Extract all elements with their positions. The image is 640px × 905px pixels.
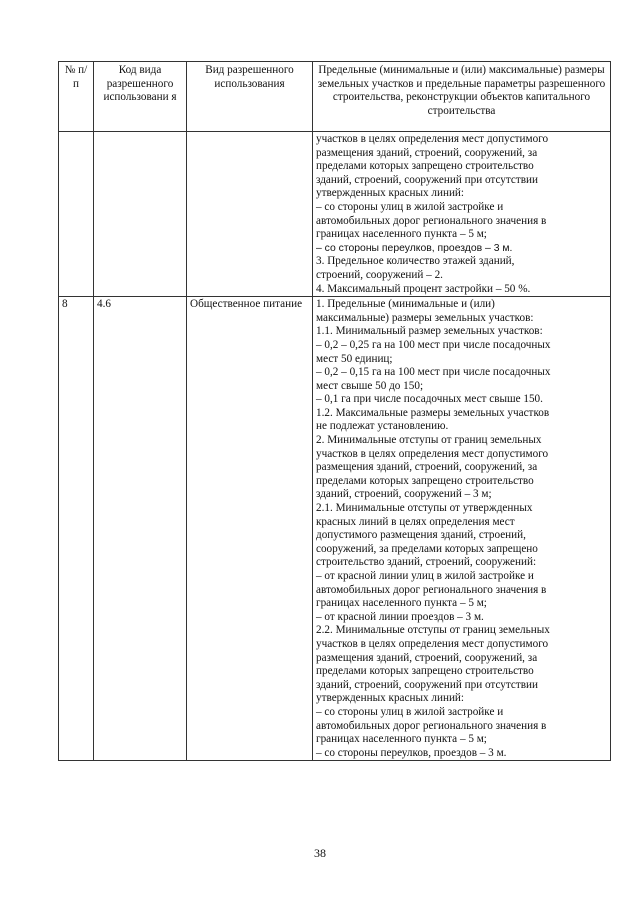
param-line: 3. Предельное количество этажей зданий, bbox=[316, 255, 515, 268]
param-line: границах населенного пункта – 5 м; bbox=[316, 228, 487, 241]
param-line: – 0,1 га при числе посадочных мест свыше 150. bbox=[316, 393, 543, 406]
param-line: утвержденных красных линий: bbox=[316, 187, 465, 200]
param-line: зданий, строений, сооружений при отсутствии bbox=[316, 173, 539, 186]
param-line: 2.2. Минимальные отступы от границ земельных bbox=[316, 624, 550, 637]
param-line: допустимого размещения зданий, строений, bbox=[316, 529, 526, 542]
param-line: размещения зданий, строений, сооружений, за bbox=[316, 461, 538, 474]
cell-num bbox=[59, 132, 94, 297]
cell-code: 4.6 bbox=[94, 297, 187, 761]
cell-kind: Общественное питание bbox=[187, 297, 313, 761]
param-line: границах населенного пункта – 5 м; bbox=[316, 733, 487, 746]
param-line: границах населенного пункта – 5 м; bbox=[316, 597, 487, 610]
header-kind: Вид разрешенного использования bbox=[187, 62, 313, 132]
cell-kind bbox=[187, 132, 313, 297]
param-line: 2.1. Минимальные отступы от утвержденных bbox=[316, 502, 533, 515]
param-line: пределами которых запрещено строительство bbox=[316, 160, 534, 173]
param-line: 4. Максимальный процент застройки – 50 %. bbox=[316, 282, 531, 295]
param-line: утвержденных красных линий: bbox=[316, 692, 465, 705]
cell-params bbox=[313, 132, 611, 297]
cell-params bbox=[313, 297, 611, 761]
param-line: – со стороны улиц в жилой застройке и bbox=[316, 200, 504, 213]
header-num: № п/п bbox=[59, 62, 94, 132]
param-line: участков в целях определения мест допустимого bbox=[316, 133, 549, 145]
param-line: – со стороны улиц в жилой застройке и bbox=[316, 705, 504, 718]
param-line: – со стороны переулков, проездов – 3 м. bbox=[316, 746, 507, 759]
param-line: 2. Минимальные отступы от границ земельных bbox=[316, 434, 542, 447]
param-line: размещения зданий, строений, сооружений, за bbox=[316, 146, 538, 159]
param-line: размещения зданий, строений, сооружений, за bbox=[316, 651, 538, 664]
param-line: участков в целях определения мест допустимого bbox=[316, 637, 549, 650]
page-number: 38 bbox=[314, 846, 326, 860]
param-line: 1.1. Минимальный размер земельных участков: bbox=[316, 325, 543, 338]
header-code: Код вида разрешенного использовани я bbox=[94, 62, 187, 132]
regulations-table bbox=[58, 61, 611, 761]
param-line: – со стороны переулков, проездов – 3 м. bbox=[316, 242, 513, 254]
param-line: 1.2. Максимальные размеры земельных участков bbox=[316, 406, 550, 419]
param-line: максимальные) размеры земельных участков: bbox=[316, 311, 534, 324]
param-line: участков в целях определения мест допустимого bbox=[316, 447, 549, 460]
cell-num: 8 bbox=[59, 297, 94, 761]
param-line: автомобильных дорог регионального значения в bbox=[316, 214, 547, 227]
param-line: – 0,2 – 0,25 га на 100 мест при числе посадочных bbox=[316, 338, 551, 351]
param-line: строений, сооружений – 2. bbox=[316, 268, 443, 281]
table-row bbox=[59, 132, 611, 297]
param-line: мест 50 единиц; bbox=[316, 352, 393, 365]
param-line: зданий, строений, сооружений при отсутствии bbox=[316, 678, 539, 691]
param-line: красных линий в целях определения мест bbox=[316, 515, 515, 528]
param-line: зданий, строений, сооружений – 3 м; bbox=[316, 488, 492, 501]
header-params: Предельные (минимальные и (или) максимальные) размеры земельных участков и предельные параметры разрешенного строительства, реконструкции объектов капитального строительства bbox=[313, 62, 611, 132]
param-line: мест свыше 50 до 150; bbox=[316, 379, 424, 392]
param-line: автомобильных дорог регионального значения в bbox=[316, 583, 547, 596]
param-line: 1. Предельные (минимальные и (или) bbox=[316, 298, 495, 311]
param-line: – от красной линии улиц в жилой застройке и bbox=[316, 570, 534, 582]
param-line: пределами которых запрещено строительство bbox=[316, 474, 534, 487]
table-row bbox=[59, 297, 611, 761]
param-line: строительство зданий, строений, сооружений: bbox=[316, 556, 537, 569]
param-line: – от красной линии проездов – 3 м. bbox=[316, 610, 484, 623]
table-header-row bbox=[59, 62, 611, 132]
param-line: сооружений, за пределами которых запрещено bbox=[316, 542, 538, 555]
param-line: пределами которых запрещено строительство bbox=[316, 665, 534, 678]
param-line: не подлежат установлению. bbox=[316, 420, 449, 433]
param-line: автомобильных дорог регионального значения в bbox=[316, 719, 547, 732]
cell-code bbox=[94, 132, 187, 297]
param-line: – 0,2 – 0,15 га на 100 мест при числе посадочных bbox=[316, 366, 551, 379]
